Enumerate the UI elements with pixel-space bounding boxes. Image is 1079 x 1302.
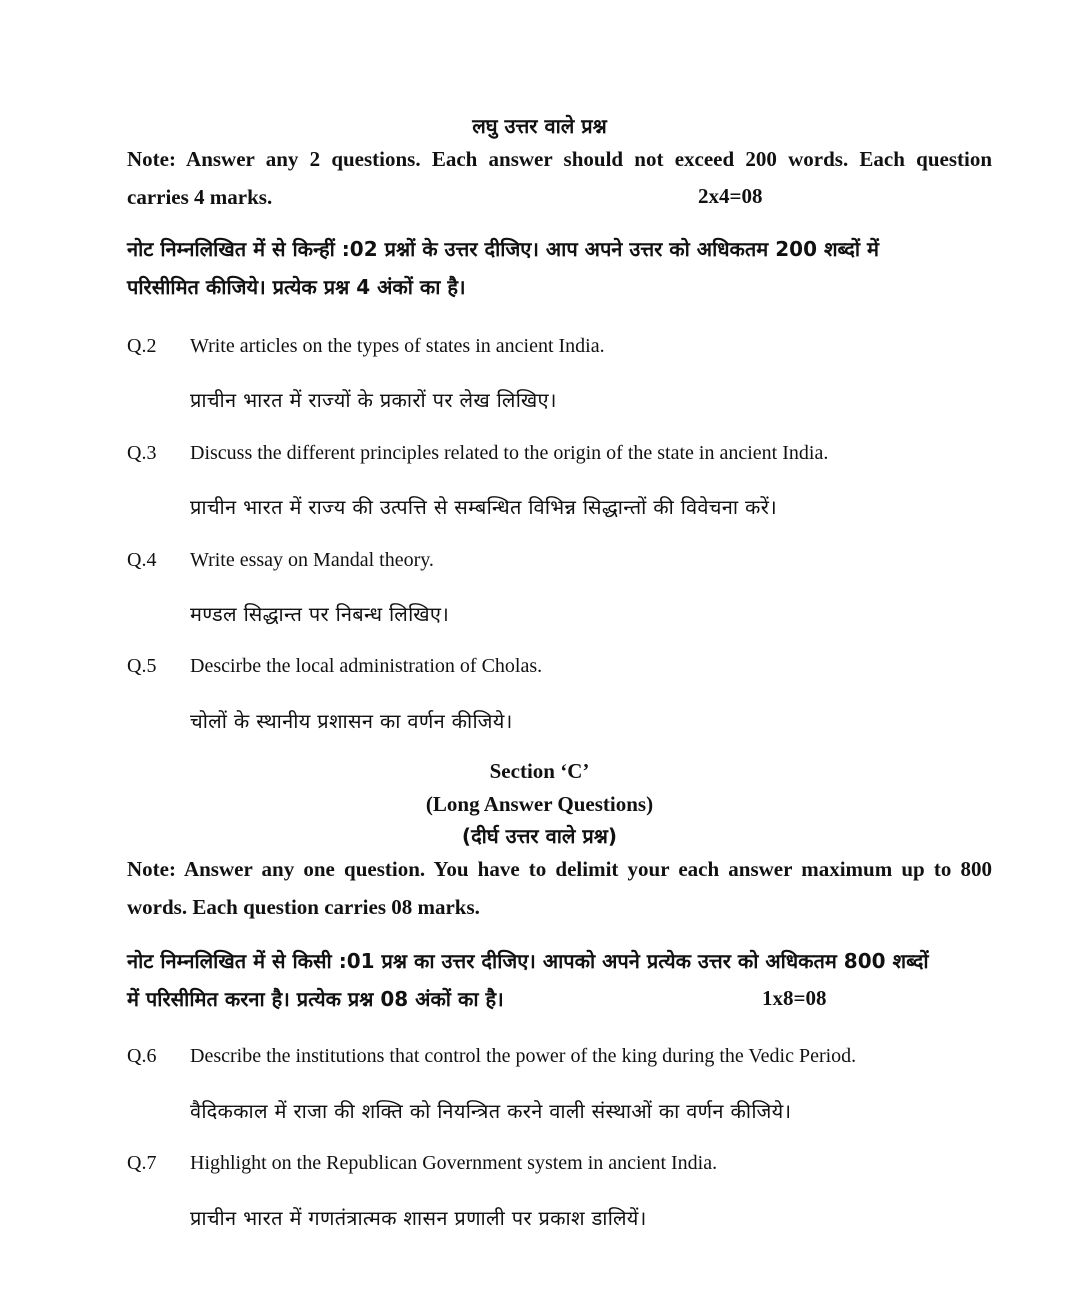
question-text-en: Descirbe the local administration of Cholas. <box>190 655 543 677</box>
section-b-note-hi-line2: परिसीमित कीजिये। प्रत्येक प्रश्न 4 अंकों का है। <box>127 275 466 299</box>
question-text-en: Write articles on the types of states in ancient India. <box>190 335 605 357</box>
question-text-hi: प्राचीन भारत में राज्य की उत्पत्ति से सम्बन्धित विभिन्न सिद्धान्तों की विवेचना करें। <box>190 495 778 519</box>
question-number: Q.3 <box>127 442 157 464</box>
section-c-note-hi-line1: नोट निम्नलिखित में से किसी :01 प्रश्न का उत्तर दीजिए। आपको अपने प्रत्येक उत्तर को अधिकतम 800 शब्दों <box>127 949 929 973</box>
section-b-note-en-line1: Note: Answer any 2 questions. Each answer should not exceed 200 words. Each question <box>127 147 992 171</box>
question-text-hi: चोलों के स्थानीय प्रशासन का वर्णन कीजिये। <box>190 709 513 733</box>
section-b-note-en-line2: carries 4 marks. <box>127 185 273 209</box>
section-c-subtitle-hi: (दीर्घ उत्तर वाले प्रश्न) <box>461 824 618 848</box>
question-text-en: Highlight on the Republican Government system in ancient India. <box>190 1152 718 1174</box>
question-text-en: Write essay on Mandal theory. <box>190 549 434 571</box>
section-c-note-hi-line2: में परिसीमित करना है। प्रत्येक प्रश्न 08 अंकों का है। <box>127 987 504 1011</box>
question-number: Q.7 <box>127 1152 157 1174</box>
section-c-note-en <box>127 850 992 926</box>
section-c-title: Section ‘C’ <box>489 759 590 783</box>
section-b-marks: 2x4=08 <box>698 184 763 208</box>
section-b-note-hi-line1: नोट निम्नलिखित में से किन्हीं :02 प्रश्नों के उत्तर दीजिए। आप अपने उत्तर को अधिकतम 200 शब्दों में <box>127 237 879 261</box>
section-b-note-hi <box>127 230 997 306</box>
section-c-note-en-line1: Note: Answer any one question. You have to delimit your each answer maximum up to 800 <box>127 857 992 881</box>
question-text-en: Describe the institutions that control the power of the king during the Vedic Period. <box>190 1045 857 1067</box>
section-b-heading: लघु उत्तर वाले प्रश्न <box>472 114 607 138</box>
section-c-subtitle-en: (Long Answer Questions) <box>425 792 654 816</box>
question-text-hi: प्राचीन भारत में राज्यों के प्रकारों पर लेख लिखिए। <box>190 388 557 412</box>
question-number: Q.2 <box>127 335 157 357</box>
question-text-hi: मण्डल सिद्धान्त पर निबन्ध लिखिए। <box>190 602 450 626</box>
question-text-hi: वैदिककाल में राजा की शक्ति को नियन्त्रित करने वाली संस्थाओं का वर्णन कीजिये। <box>190 1099 792 1123</box>
section-c-note-hi <box>127 942 997 1018</box>
question-text-en: Discuss the different principles related to the origin of the state in ancient India. <box>190 442 829 464</box>
question-number: Q.5 <box>127 655 157 677</box>
section-b-note-en <box>127 140 992 216</box>
section-c-marks: 1x8=08 <box>762 986 827 1010</box>
question-text-hi: प्राचीन भारत में गणतंत्रात्मक शासन प्रणाली पर प्रकाश डालियें। <box>190 1206 647 1230</box>
section-c-note-en-line2: words. Each question carries 08 marks. <box>127 895 480 919</box>
question-number: Q.6 <box>127 1045 157 1067</box>
question-number: Q.4 <box>127 549 157 571</box>
